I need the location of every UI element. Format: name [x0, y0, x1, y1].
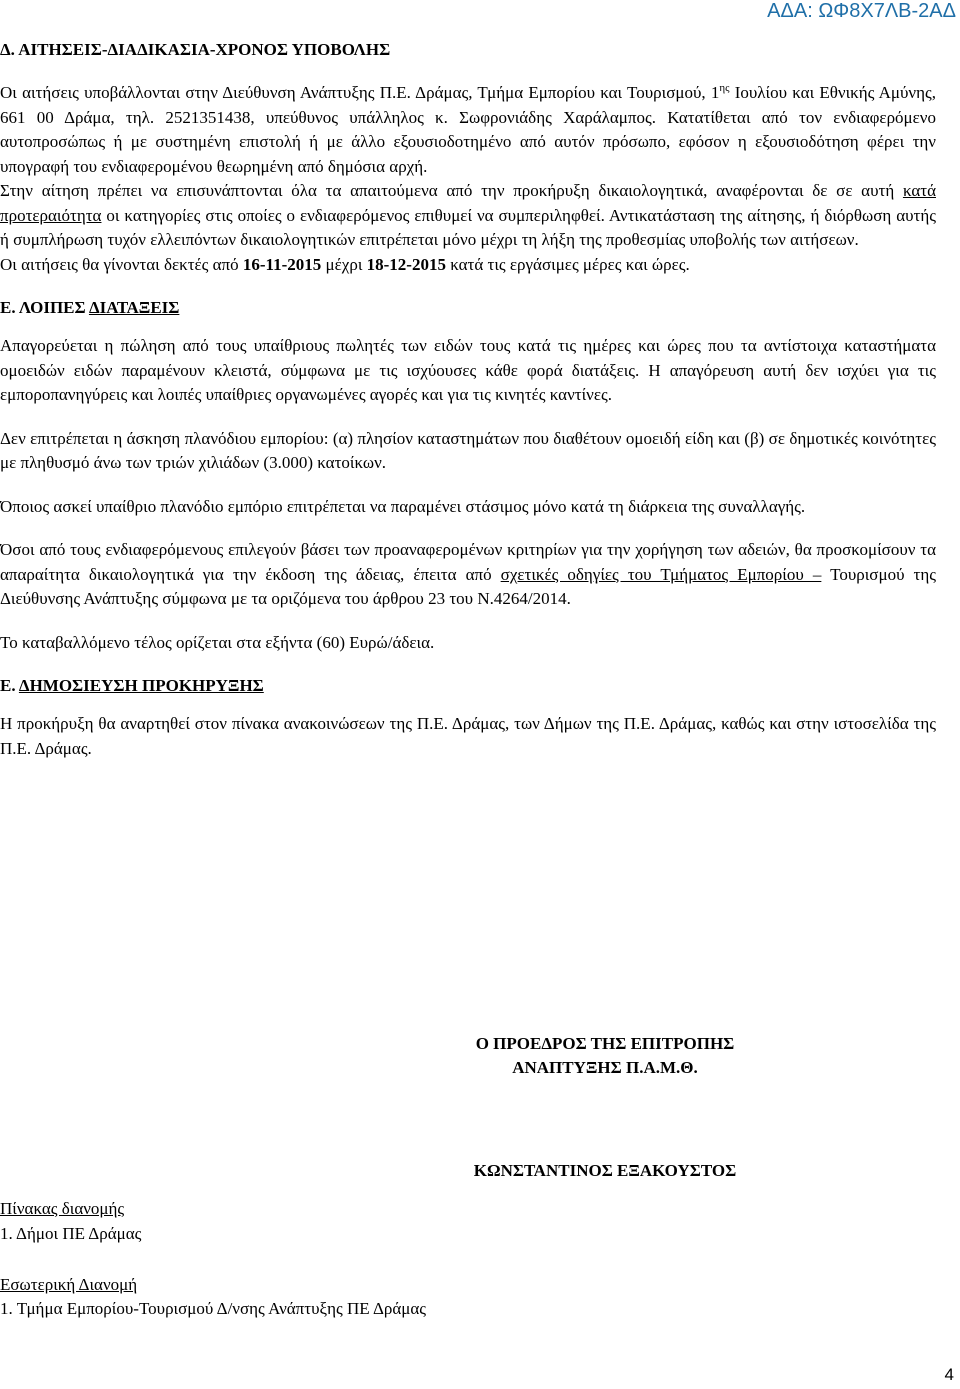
section-d-paragraph-1: Οι αιτήσεις υποβάλλονται στην Διεύθυνση Ανάπτυξης Π.Ε. Δράμας, Τμήμα Εμπορίου και Τουρισμού, $1^{\eta\varsigma}$ Ιουλίου και Εθνικής Αμύνης, 661 00 Δράμα, τηλ. 2521351438, υπεύθυνος υπάλληλος κ. Σωφρονιάδης Χαράλαμπος. Κατατίθεται από τον ενδιαφερόμενο αυτοπροσώπως ή με συστημένη επιστολή ή με άλλο εξουσιοδοτημένο από αυτόν πρόσωπο, εφόσον η εξουσιοδότηση φέρει την υπογραφή του ενδιαφερομένου θεωρημένη από δημόσια αρχή. — [0, 82, 936, 176]
section-e-heading: Ε. ΛΟΙΠΕΣ ΔΙΑΤΑΞΕΙΣ — [0, 298, 180, 317]
section-publication-heading: Ε. ΔΗΜΟΣΙΕΥΣΗ ΠΡΟΚΗΡΥΞΗΣ — [0, 676, 264, 695]
section-e-paragraph-5: Το καταβαλλόμενο τέλος ορίζεται στα εξήντα (60) Ευρώ/άδεια. — [0, 632, 435, 652]
section-e-paragraph-3: Όποιος ασκεί υπαίθριο πλανόδιο εμπόριο επιτρέπεται να παραμένει στάσιμος μόνο κατά τη διάρκεια της συναλλαγής. — [0, 496, 806, 516]
signature-title — [430, 1032, 780, 1080]
section-e-paragraph-1: Απαγορεύεται η πώληση από τους υπαίθριους πωλητές των ειδών τους κατά τις ημέρες και ώρες που τα αντίστοιχα καταστήματα ομοειδών ειδών παραμένουν κλειστά, σύμφωνα με τις ισχύουσες κάθε φορά διατάξεις. Η απαγόρευση αυτή δεν ισχύει για τις εμποροπανηγύρεις και λοιπές υπαίθριες οργανωμένες αγορές και για τις κινητές καντίνες. — [0, 336, 936, 404]
internal-distribution-item: 1. Τμήμα Εμπορίου-Τουρισμού Δ/νσης Ανάπτυξης ΠΕ Δράμας — [0, 1299, 427, 1318]
distribution-table-item: 1. Δήμοι ΠΕ Δράμας — [0, 1224, 142, 1243]
section-e-paragraph-4: Όσοι από τους ενδιαφερόμενους επιλεγούν βάσει των προαναφερομένων κριτηρίων για την χορήγηση των αδειών, θα προσκομίσουν τα απαραίτητα δικαιολογητικά για την έκδοση της άδειας, έπειτα από σχετικές οδηγίες του Τμήματος Εμπορίου – Τουρισμού της Διεύθυνσης Ανάπτυξης σύμφωνα με τα οριζόμενα του άρθρου 23 του Ν.4264/2014. — [0, 540, 937, 608]
distribution-table-heading: Πίνακας διανομής — [0, 1199, 125, 1218]
page-number: 4 — [944, 1365, 954, 1384]
section-e-paragraph-2: Δεν επιτρέπεται η άσκηση πλανόδιου εμπορίου: (α) πλησίον καταστημάτων που διαθέτουν ομοειδή είδη και (β) σε δημοτικές κοινότητες με πληθυσμό άνω των τριών χιλιάδων (3.000) κατοίκων. — [0, 428, 936, 472]
internal-distribution-heading: Εσωτερική Διανομή — [0, 1275, 138, 1294]
section-d-heading: Δ. ΑΙΤΗΣΕΙΣ-ΔΙΑΔΙΚΑΣΙΑ-ΧΡΟΝΟΣ ΥΠΟΒΟΛΗΣ — [0, 40, 391, 59]
signature-name: ΚΩΝΣΤΑΝΤΙΝΟΣ ΕΞΑΚΟΥΣΤΟΣ — [473, 1161, 737, 1180]
section-publication-paragraph: Η προκήρυξη θα αναρτηθεί στον πίνακα ανακοινώσεων της Π.Ε. Δράμας, των Δήμων της Π.Ε. Δράμας, καθώς και στην ιστοσελίδα της Π.Ε. Δράμας. — [0, 714, 936, 758]
section-d-paragraph-3: Οι αιτήσεις θα γίνονται δεκτές από 16-11-2015 μέχρι 18-12-2015 κατά τις εργάσιμες μέρες και ώρες. — [0, 254, 690, 274]
signature-title-line-1: Ο ΠΡΟΕΔΡΟΣ ΤΗΣ ΕΠΙΤΡΟΠΗΣ — [475, 1034, 735, 1053]
signature-title-line-2: ΑΝΑΠΤΥΞΗΣ Π.Α.Μ.Θ. — [512, 1058, 698, 1077]
section-d-paragraph-2: Στην αίτηση πρέπει να επισυνάπτονται όλα τα απαιτούμενα από την προκήρυξη δικαιολογητικά, αναφέρονται δε σε αυτή κατά προτεραιότητα οι κατηγορίες στις οποίες ο ενδιαφερόμενος επιθυμεί να συμπεριληφθεί. Αντικατάσταση της αίτησης, ή διόρθωση αυτής ή συμπλήρωση τυχόν ελλειπόντων δικαιολογητικών επιτρέπεται μόνο μέχρι τη λήξη της προθεσμίας υποβολής των αιτήσεων. — [0, 181, 936, 249]
ada-code: ΑΔΑ: ΩΦ8Χ7ΛΒ-2ΑΔ — [767, 0, 956, 22]
document-body — [0, 38, 936, 761]
